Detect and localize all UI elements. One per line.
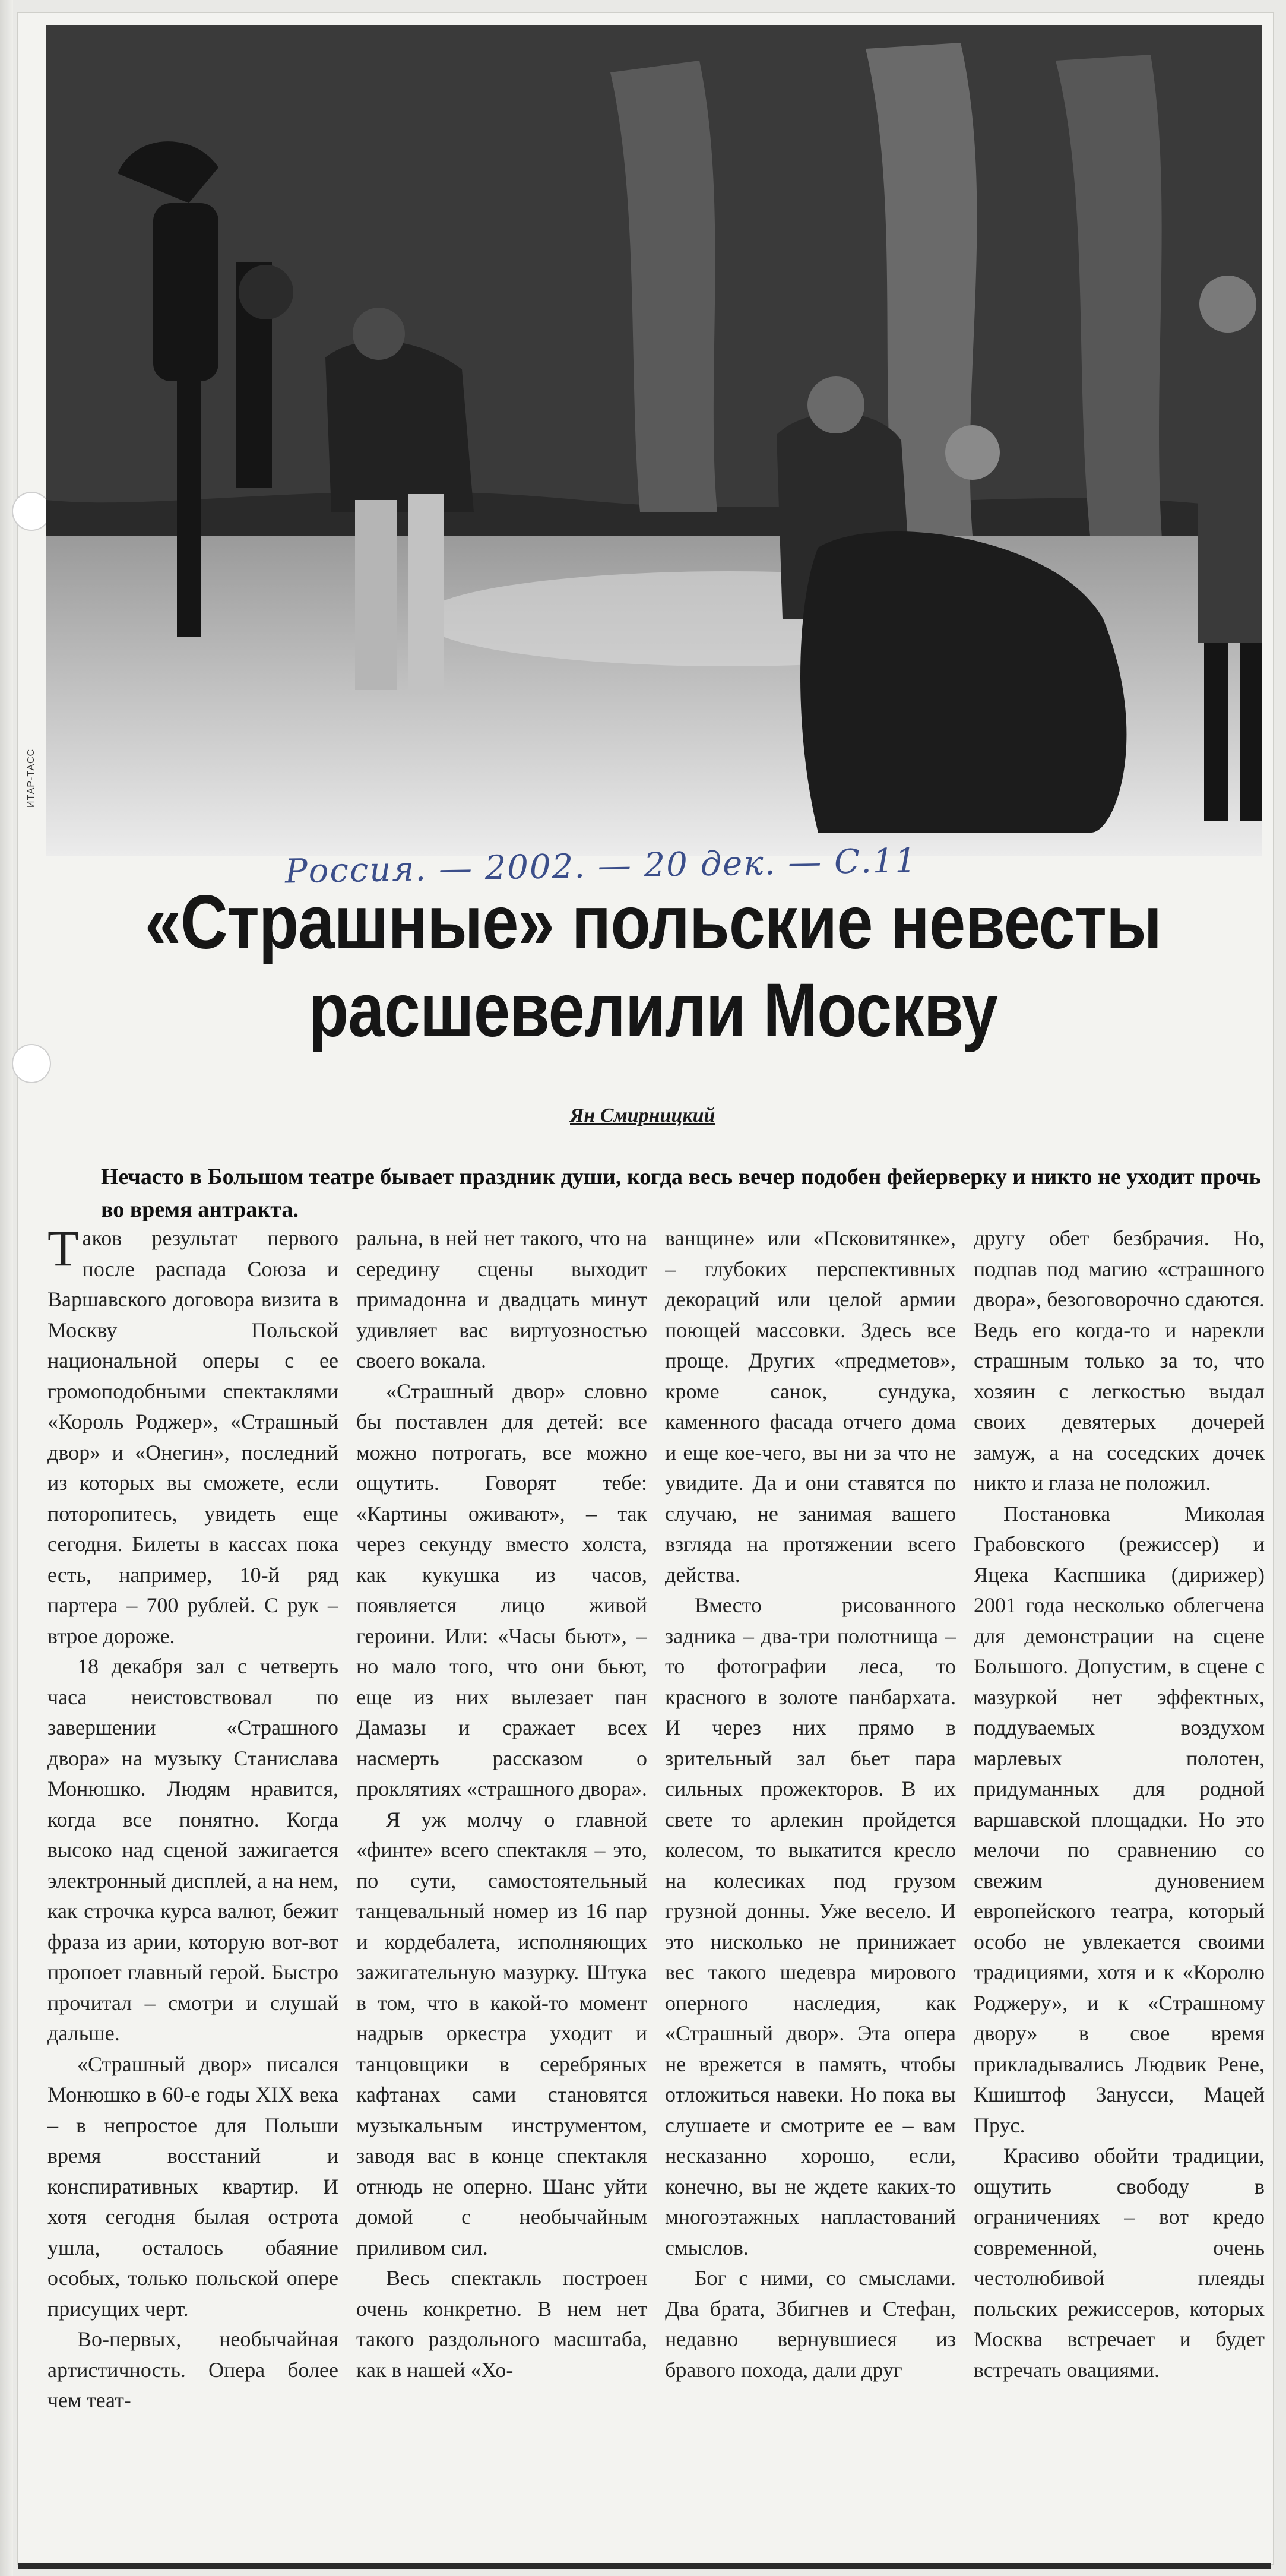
column-1 [47, 1223, 338, 2547]
paragraph: Весь спектакль построен очень конкретно. В нем нет такого раздольного масштаба, как в нашей «Хо- [356, 2266, 647, 2382]
lead-paragraph: Нечасто в Большом театре бывает праздник души, когда весь вечер подобен фейерверку и никто не уходит прочь во время антракта. [101, 1164, 1261, 1222]
stage-photo [46, 25, 1262, 856]
stage-photo-illustration [46, 25, 1262, 856]
article-body [47, 1223, 1265, 2547]
column-3 [665, 1223, 956, 2547]
paragraph: Красиво обойти традиции, ощутить свободу в ограничениях – вот кредо современной, очень честолюбивой плеяды польских режиссеров, которых Москва встречает и будет встречать овациями. [974, 2144, 1265, 2382]
punch-hole-top [13, 493, 50, 530]
paragraph: ванщине» или «Псковитянке», – глубоких перспективных декораций или целой армии поющей массовки. Здесь все проще. Других «предметов», кроме санок, сундука, каменного фасада отчего дома и еще кое-чего, вы ни за что не увидите. Да и они ставятся по случаю, не занимая вашего взгляда на протяжении всего действа. [665, 1226, 956, 1587]
page-edge [0, 0, 13, 2576]
handwritten-source-note: Россия. — 2002. — 20 дек. — С.11 [284, 841, 918, 891]
paragraph: «Страшный двор» писался Монюшко в 60-е годы XIX века – в непростое для Польши время восстаний и конспиративных квартир. И хотя сегодня былая острота ушла, осталось обаяние особых, только польской опере присущих черт. [47, 2052, 338, 2321]
column-4 [974, 1223, 1265, 2547]
headline-line-2: расшевелили Москву [308, 968, 998, 1053]
headline-line-1: «Страшные» польские невесты [144, 880, 1162, 965]
paragraph: другу обет безбрачия. Но, подпав под магию «страшного двора», безоговорочно сдаются. Ведь его когда-то и нарекли страшным только за то, что хозяин с легкостью выдал своих девятерых дочерей замуж, а на соседских дочек никто и глаза не положил. [974, 1226, 1265, 1495]
byline: Ян Смирницкий [570, 1105, 715, 1126]
paragraph-text: аков результат первого после распада Союза и Варшавского договора визита в Москву Польской национальной оперы с ее громоподобными спектаклями «Король Роджер», «Страшный двор» и «Онегин», последний из которых вы сможете, если поторопитесь, увидеть еще сегодня. Билеты в кассах пока есть, например, 10-й ряд партера – 700 рублей. С рук – втрое дороже. [47, 1226, 338, 1648]
paragraph: Я уж молчу о главной «финте» всего спектакля – это, по сути, самостоятельный танцевальный номер из 16 пар и кордебалета, исполняющих зажигательную мазурку. Штука в том, что в какой-то момент надрыв оркестра уходит и танцовщики в серебряных кафтанах сами становятся музыкальным инструментом, заводя вас в конце спектакля отнюдь не оперно. Шанс уйти домой с необычайным приливом сил. [356, 1807, 647, 2259]
paragraph: Во-первых, необычайная артистичность. Опера более чем теат- [47, 2327, 338, 2412]
paragraph: Бог с ними, со смыслами. Два брата, Збигнев и Стефан, недавно вернувшиеся из бравого похода, дали друг [665, 2266, 956, 2382]
paragraph: Вместо рисованного задника – два-три полотнища – то фотографии леса, то красного в золоте панбархата. И через них прямо в зрительный зал бьет пара сильных прожекторов. В их свете то арлекин пройдется колесом, то выкатится кресло на колесиках под грузом грузной донны. Уже весело. И это нисколько не принижает вес такого шедевра мирового оперного наследия, как «Страшный двор». Эта опера не врежется в память, чтобы отложиться навеки. Но пока вы слушаете и смотрите ее – вам несказанно хорошо, если, конечно, вы не ждете каких-то многоэтажных напластований смыслов. [665, 1593, 956, 2259]
drop-cap: Т [47, 1223, 79, 1277]
punch-hole-bottom [13, 1045, 50, 1082]
headline [132, 879, 1174, 1055]
paragraph: 18 декабря зал с четверть часа неистовствовал по завершении «Страшного двора» на музыку Станислава Монюшко. Людям нравится, когда все понятно. Когда высоко над сценой зажигается электронный дисплей, а на нем, как строчка курса валют, бежит фраза из арии, которую вот-вот пропоет главный герой. Быстро прочитал – смотри и слушай дальше. [47, 1654, 338, 2045]
paragraph [47, 1223, 338, 1651]
paragraph: ральна, в ней нет такого, что на середину сцены выходит примадонна и двадцать минут удивляет вас виртуозностью своего вокала. [356, 1226, 647, 1372]
column-2 [356, 1223, 647, 2547]
photo-credit: ИТАР-ТАСС [26, 748, 36, 808]
bottom-rule [18, 2563, 1271, 2569]
paragraph: Постановка Миколая Грабовского (режиссер) и Яцека Каспшика (дирижер) 2001 года несколько облегчена для демонстрации на сцене Большого. Допустим, в сцене с мазуркой нет эффектных, поддуваемых воздухом марлевых полотен, придуманных для родной варшавской площадки. Но это мелочи по сравнению со свежим дуновением европейского театра, который особо не увлекается своими традициями, хотя и к «Королю Роджеру», и к «Страшному двору» в свое время прикладывались Людвик Рене, Кшиштоф Занусси, Мацей Прус. [974, 1501, 1265, 2137]
paragraph: «Страшный двор» словно бы поставлен для детей: все можно потрогать, все можно ощутить. Говорят тебе: «Картины оживают», – так через секунду вместо холста, как кукушка из часов, появляется лицо живой героини. Или: «Часы бьют», – но мало того, что они бьют, еще из них вылезает пан Дамазы и сражает всех насмерть рассказом о проклятиях «страшного двора». [356, 1379, 647, 1800]
